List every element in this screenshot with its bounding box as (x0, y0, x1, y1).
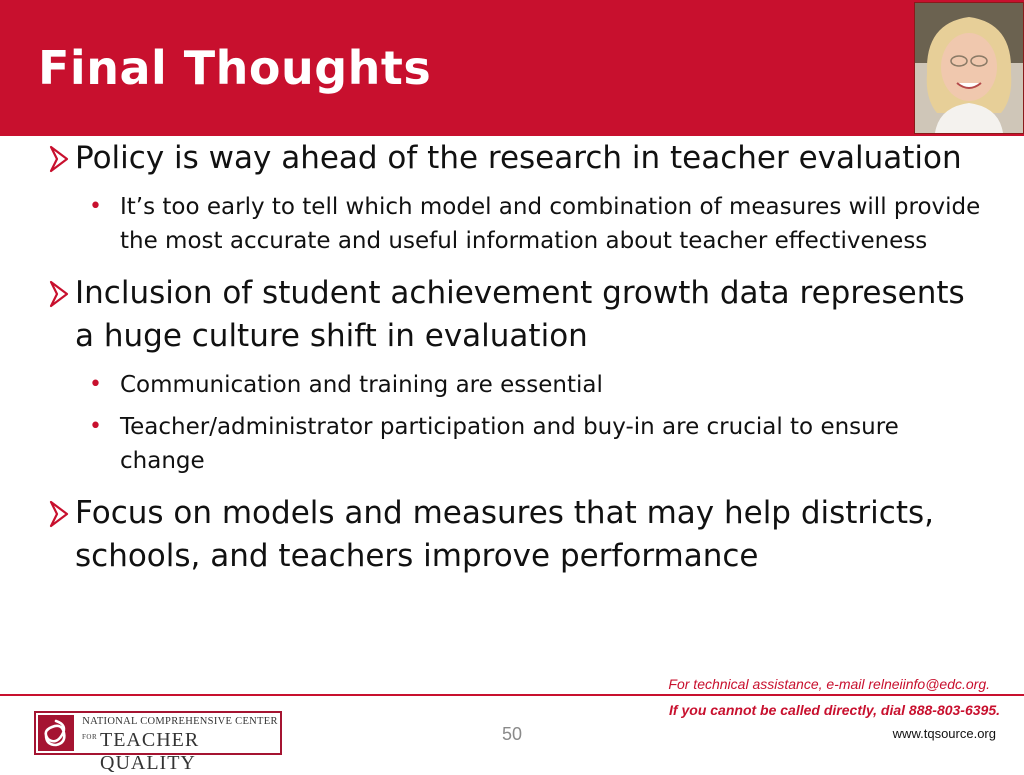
bullet-text: Policy is way ahead of the research in teacher evaluation (75, 140, 962, 176)
dot-bullet-icon: • (89, 372, 102, 397)
bullet-item-2 (48, 272, 988, 358)
logo-for: FOR (82, 733, 98, 741)
dot-bullet-icon: • (89, 194, 102, 219)
sub-bullet-item (48, 368, 988, 402)
presenter-photo (914, 2, 1024, 134)
dial-in-number: If you cannot be called directly, dial 888-803-6395. (669, 702, 1000, 718)
website-link[interactable]: www.tqsource.org (892, 726, 996, 741)
slide-title: Final Thoughts (38, 41, 432, 95)
sub-bullet-item (48, 190, 988, 258)
ncctq-logo (34, 711, 282, 774)
technical-assistance-email: For technical assistance, e-mail relneiinfo@edc.org. (668, 676, 990, 692)
logo-line-1: NATIONAL COMPREHENSIVE CENTER (82, 716, 278, 727)
arrowhead-bullet-icon (48, 144, 70, 174)
arrowhead-bullet-icon (48, 499, 70, 529)
bullet-text: Inclusion of student achievement growth data represents a huge culture shift in evaluation (75, 275, 965, 354)
bullet-list (48, 137, 988, 578)
footer-divider (0, 694, 1024, 696)
sub-bullet-text: Teacher/administrator participation and buy-in are crucial to ensure change (120, 414, 899, 474)
bullet-item-3 (48, 492, 988, 578)
dot-bullet-icon: • (89, 414, 102, 439)
slide-number: 50 (502, 724, 523, 744)
arrowhead-bullet-icon (48, 279, 70, 309)
sub-bullet-text: Communication and training are essential (120, 372, 603, 398)
sub-bullet-item (48, 410, 988, 478)
bullet-item-1 (48, 137, 988, 180)
portrait-illustration-icon (915, 3, 1023, 133)
knot-emblem-icon (38, 715, 74, 751)
bullet-text: Focus on models and measures that may help districts, schools, and teachers improve performance (75, 495, 934, 574)
logo-line-2: TEACHER QUALITY (100, 729, 200, 774)
sub-bullet-text: It’s too early to tell which model and combination of measures will provide the most accurate and useful information about teacher effectiveness (120, 194, 981, 254)
title-banner (0, 0, 1024, 136)
